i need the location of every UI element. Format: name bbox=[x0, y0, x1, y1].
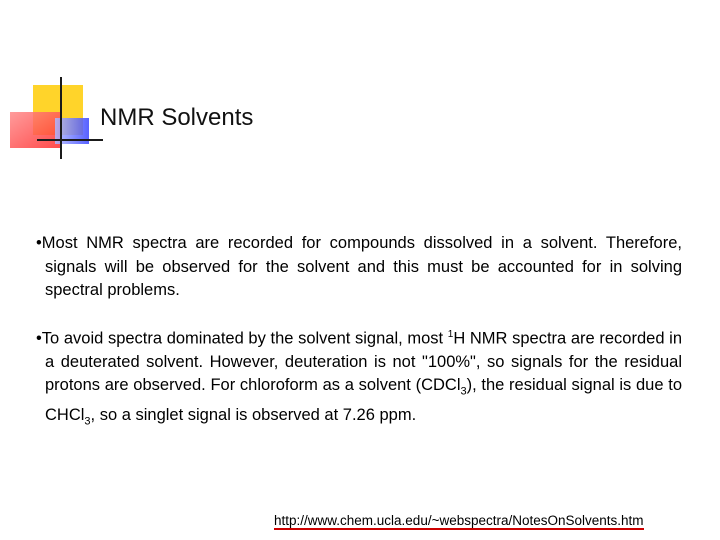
logo-vertical-line bbox=[60, 77, 62, 159]
isotope-superscript: 1 bbox=[447, 328, 454, 340]
bullet-list bbox=[36, 232, 682, 454]
bullet-item-2 bbox=[36, 323, 682, 434]
bullet-item-1: •Most NMR spectra are recorded for compounds dissolved in a solvent. Therefore, signals will be observed for the solvent and this must be accounted for in solving spectral problems. bbox=[36, 234, 682, 299]
bullet-2-text-2: H NMR spectra are recorded in a deuterated solvent. However, deuteration is not "100%", so signals for the residual protons are observed. For chloroform as a solvent (CDCl bbox=[45, 329, 682, 394]
logo-horizontal-line bbox=[37, 139, 103, 141]
chcl3-subscript: 3 bbox=[84, 415, 91, 428]
bullet-2-text-1: •To avoid spectra dominated by the solvent signal, most bbox=[36, 329, 448, 347]
cdcl3-subscript: 3 bbox=[460, 385, 467, 398]
source-link[interactable]: http://www.chem.ucla.edu/~webspectra/NotesOnSolvents.htm bbox=[274, 513, 644, 528]
bullet-2-text-3: ), the residual signal is due to CHCl bbox=[45, 376, 682, 424]
slide-logo bbox=[0, 0, 110, 165]
slide-title: NMR Solvents bbox=[100, 104, 254, 131]
bullet-2-text-4: , so a singlet signal is observed at 7.26 ppm. bbox=[90, 405, 417, 424]
